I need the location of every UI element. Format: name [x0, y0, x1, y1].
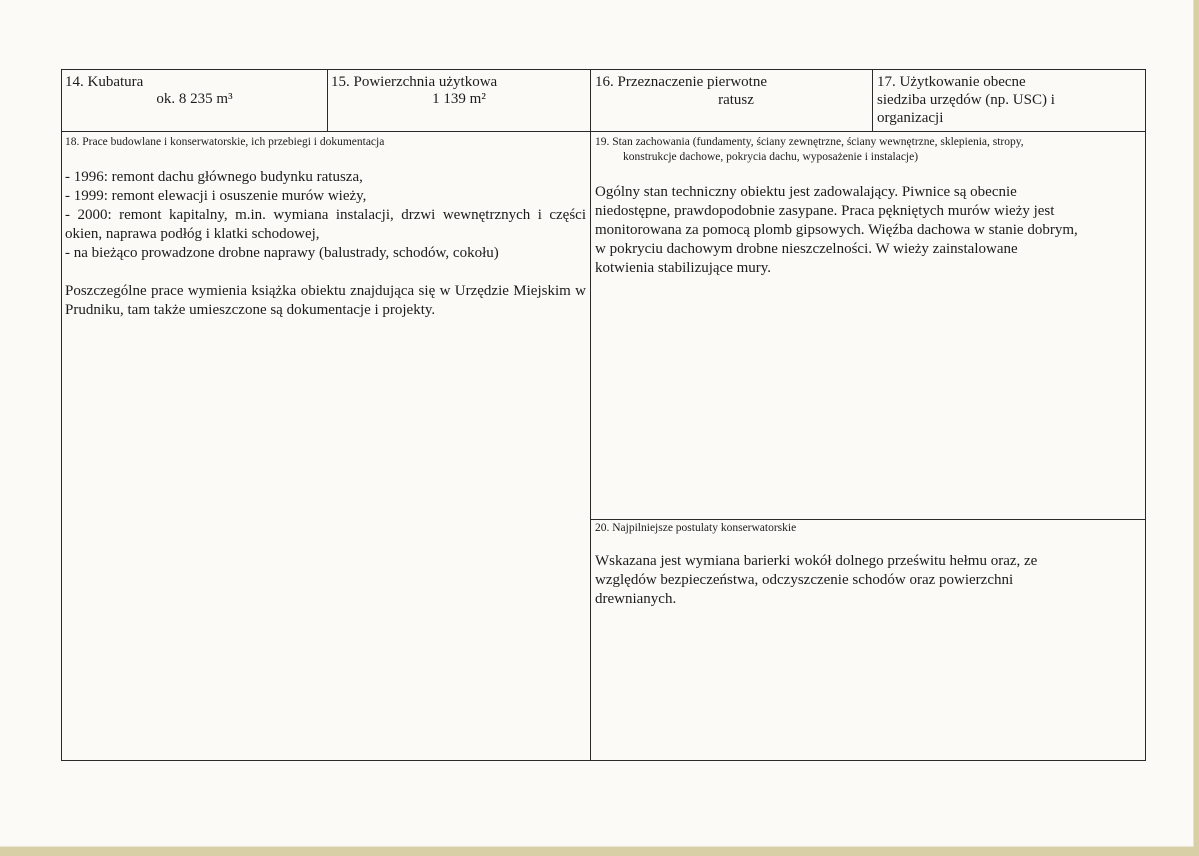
field-17-value-line-1: siedziba urzędów (np. USC) i [877, 92, 1055, 108]
field-17-label: 17. Użytkowanie obecne [877, 74, 1026, 90]
field-14-label: 14. Kubatura [65, 74, 144, 90]
work-item-1999: - 1999: remont elewacji i osuszenie murów wieży, [65, 188, 367, 204]
field-20-text [595, 552, 1141, 609]
field-16-label: 16. Przeznaczenie pierwotne [595, 74, 767, 90]
field-16-value: ratusz [718, 92, 754, 108]
field-15-label: 15. Powierzchnia użytkowa [331, 74, 498, 90]
field-19-text-line-4: w pokryciu dachowym drobne nieszczelności. W wieży zainstalowane [595, 241, 1018, 257]
field-20-text-line-3: drewnianych. [595, 591, 677, 607]
field-19-text [595, 183, 1141, 278]
field-19-label-line-2: konstrukcje dachowe, pokrycia dachu, wyposażenie i instalacje) [623, 151, 919, 163]
field-15-powierzchnia [328, 70, 590, 131]
work-item-1996: - 1996: remont dachu głównego budynku ratusza, [65, 169, 363, 185]
field-20-postulaty [591, 520, 1145, 760]
inventory-form-table [61, 69, 1146, 761]
field-15-value: 1 139 m² [432, 91, 486, 107]
field-20-text-line-2: względów bezpieczeństwa, odczyszczenie schodów oraz powierzchni [595, 572, 1014, 588]
field-19-text-line-5: kotwienia stabilizujące mury. [595, 260, 772, 276]
field-18-prace-budowlane [62, 132, 590, 760]
field-14-value: ok. 8 235 m³ [156, 91, 233, 107]
work-item-2000: - 2000: remont kapitalny, m.in. wymiana instalacji, drzwi wewnętrznych i części okien, naprawa podłóg i klatki schodowej, [65, 207, 586, 242]
work-item-ongoing: - na bieżąco prowadzone drobne naprawy (balustrady, schodów, cokołu) [65, 245, 499, 261]
field-14-kubatura [62, 70, 327, 131]
field-19-text-line-2: niedostępne, prawdopodobnie zasypane. Praca pękniętych murów wieży jest [595, 203, 1055, 219]
field-16-przeznaczenie [591, 70, 872, 131]
field-18-note: Poszczególne prace wymienia książka obiektu znajdująca się w Urzędzie Miejskim w Prudniku, tam także umieszczone są dokumentacje i projekty. [65, 283, 586, 318]
field-17-uzytkowanie [873, 70, 1145, 131]
field-18-label: 18. Prace budowlane i konserwatorskie, ich przebiegi i dokumentacja [65, 136, 385, 148]
field-18-work-list [65, 168, 586, 263]
field-19-label-line-1: 19. Stan zachowania (fundamenty, ściany zewnętrzne, ściany wewnętrzne, sklepienia, stropy, [595, 136, 1024, 148]
field-20-label: 20. Najpilniejsze postulaty konserwatorskie [595, 522, 797, 534]
field-19-text-line-3: monitorowana za pomocą plomb gipsowych. Więźba dachowa w stanie dobrym, [595, 222, 1078, 238]
field-19-text-line-1: Ogólny stan techniczny obiektu jest zadowalający. Piwnice są obecnie [595, 184, 1017, 200]
field-19-stan-zachowania [591, 132, 1145, 519]
field-20-text-line-1: Wskazana jest wymiana barierki wokół dolnego prześwitu hełmu oraz, ze [595, 553, 1038, 569]
field-17-value-line-2: organizacji [877, 110, 944, 126]
